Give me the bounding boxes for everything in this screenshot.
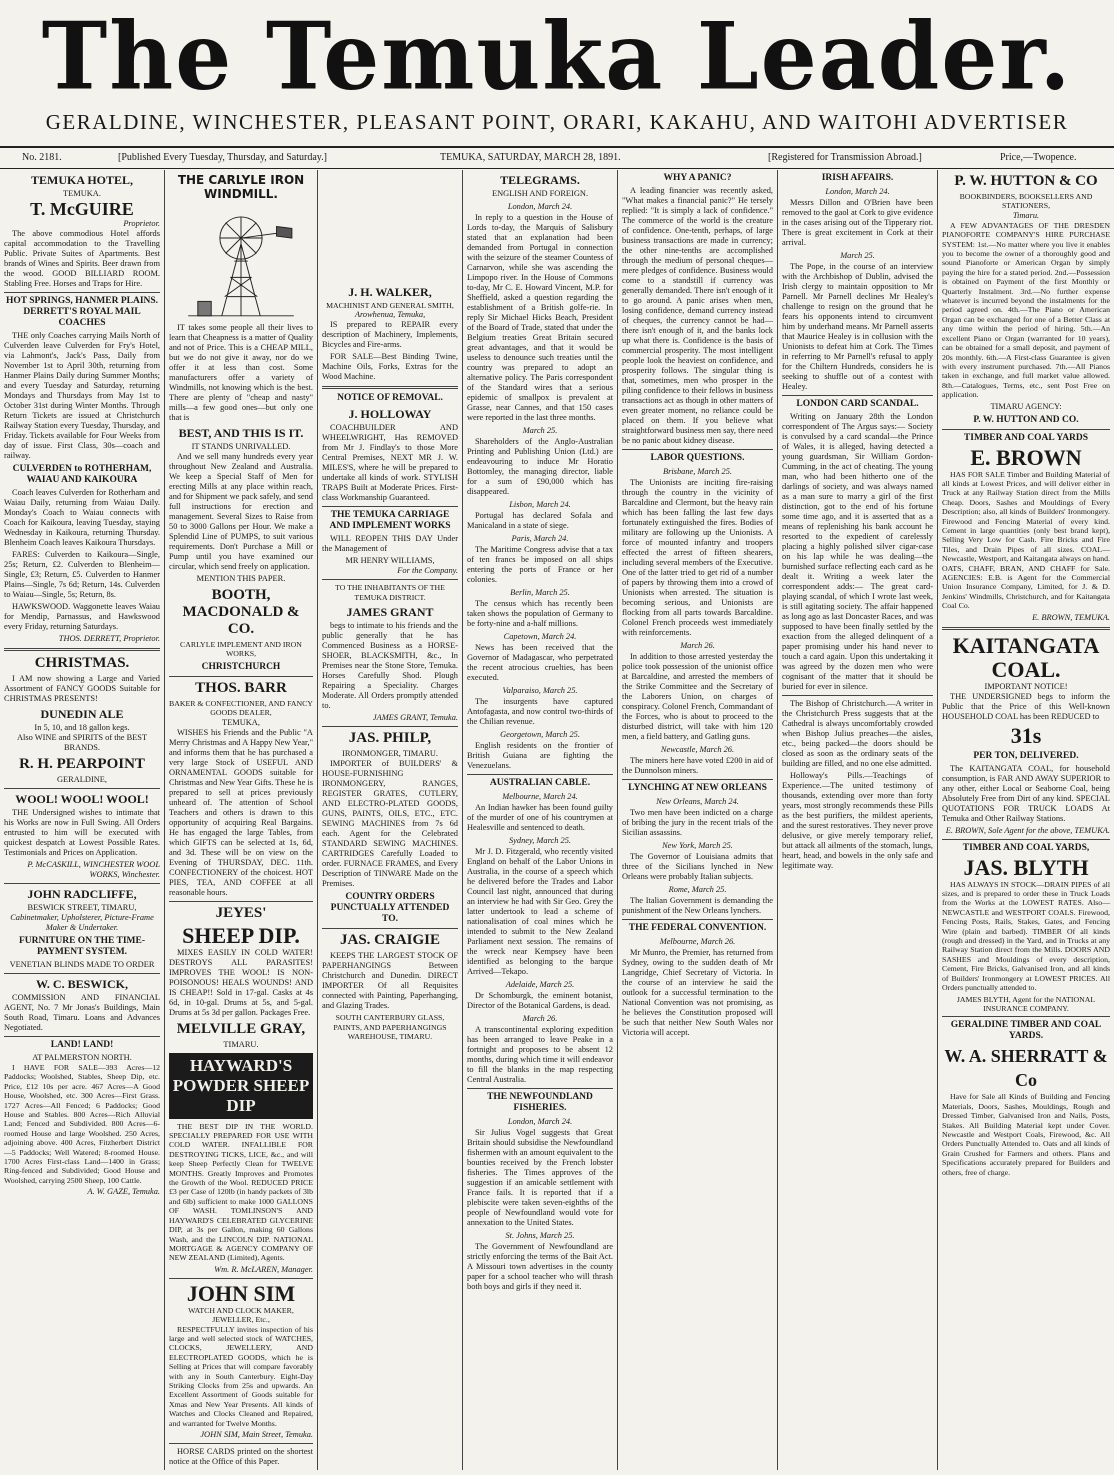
telegram-text: Shareholders of the Anglo-Australian Printing and Publishing Union (Ltd.) are endeavouring to induce Mr Horatio Bottomley, the managing director, liable for a sum of £90,000 which has disappeared. (467, 437, 613, 496)
carriage-manager: MR HENRY WILLIAMS, (345, 556, 435, 566)
kaitangata-body: THE UNDERSIGNED begs to inform the Public that the Price of this Well-known HOUSEHOLD COAL has been REDUCED to (942, 691, 1110, 721)
country-orders: COUNTRY ORDERS PUNCTUALLY ATTENDED TO. (330, 892, 450, 925)
dateline (0, 146, 1114, 169)
walker-body: IS prepared to REPAIR every description of Machinery, Implements, Bicycles and Fire-arms. (322, 320, 458, 350)
sim-subtitle: WATCH AND CLOCK MAKER, JEWELLER, Etc., (188, 1305, 294, 1325)
grant-intro: TO THE INHABITANTS OF THE TEMUKA DISTRICT. (335, 583, 445, 602)
cable-place: Sydney, March 25. (508, 836, 572, 845)
lynching-text: The Italian Government is demanding the punishment of the New Orleans lynchers. (622, 896, 773, 915)
holloway-body: COACHBUILDER AND WHEELWRIGHT, Has REMOVED from Mr J. Findlay's to those More Central Premises, NEXT MR J. W. MILES'S, where he will be prepared to undertake all kinds of work. STYLISH TRAPS Built at Moderate Prices. First-class Workmanship Guaranteed. (322, 423, 458, 503)
scandal-title: LONDON CARD SCANDAL. (796, 399, 919, 409)
melville-location: TIMARU. (223, 1039, 259, 1049)
column-4 (462, 170, 617, 1470)
labor-place: Newcastle, March 26. (660, 745, 735, 754)
column-3 (317, 170, 462, 1470)
beswick-body: COMMISSION AND FINANCIAL AGENT, No. 7 Mr Jonas's Buildings, Main South Road, Timaru. Loans and Advances Negotiated. (4, 993, 160, 1032)
barr-name: THOS. BARR (195, 679, 287, 696)
walker-sale: FOR SALE—Best Binding Twine, Machine Oils, Forks, Extras for the Wood Machine. (322, 352, 458, 382)
irish-text: Messrs Dillon and O'Brien have been removed to the gaol at Cork to give evidence in the cases arising out of the Tipperary riot. There is great excitement in Cork at their arrival. (782, 198, 933, 247)
brown-signature: E. BROWN, TEMUKA. (1032, 612, 1110, 622)
telegrams-title: TELEGRAMS. (500, 173, 580, 187)
labor-text: The Unionists are inciting fire-raising through the country in the vicinity of Barcaldine and Clermont, but the heavy rain which has been falling the last few days fortunately extinguished the fires. Bodies of military are following up the Unionists. A force of mounted infantry and troopers effected the arrest of fifteen shearers, including several members of the Executive. One of the latter tried to get rid of a number of papers by throwing them into a crowd of Unionists when arrested. The situation is becoming serious, and Unionists are flocking from all parts towards Barcaldine. Colonel French proceeds west immediately with reinforcements. (622, 478, 773, 637)
telegram-place: March 25. (522, 426, 558, 435)
hutton-agency: TIMARU AGENCY: (990, 401, 1062, 411)
telegram-text: The Maritime Congress advise that a tax of ten francs be imposed on all ships entering the ports of France or her colonies. (467, 545, 613, 584)
cable-text: Dr Schomburgk, the eminent botanist, Director of the Botanical Gardens, is dead. (467, 991, 613, 1010)
lynching-text: Two men have been indicted on a charge of bribing the jury in the recent trials of the Sicilian assassins. (622, 808, 773, 837)
pearpoint-name: R. H. PEARPOINT (19, 756, 145, 772)
carriage-title: THE TEMUKA CARRIAGE AND IMPLEMENT WORKS (329, 510, 451, 532)
sim-signature: JOHN SIM, Main Street, Temuka. (200, 1430, 313, 1439)
philp-body: IMPORTER of BUILDERS' & HOUSE-FURNISHING IRONMONGERY, RANGES, REGISTER GRATES, CUTLERY, AND ELECTRO-PLATED GOODS, GUNS, PAINTS, OILS, ETC., ETC. SEWING MACHINES from 7s 6d each. Agent for the Celebrated STANDARD SEWING MACHINES. CARTRIDGES Carefully Loaded to order. FURNACE FRAMES, and Every Description of TINWARE Made on the Premises. (322, 759, 458, 889)
kaitangata-price: 31s (1010, 722, 1042, 748)
jeyes-subtitle: SHEEP DIP. (182, 922, 300, 948)
jeyes-body: MIXES EASILY IN COLD WATER! DESTROYS ALL PARASITES! IMPROVES THE WOOL! IS NON-POISONOUS! HEALS WOUNDS! AND IS CHEAP!! Sold in 17-gal. Casks at 4s 6d, in 10-gal. Drums at 5s, and 5-gal. Drums at 5s 3d per gallon. Packages Free. (169, 947, 313, 1017)
sherratt-name: W. A. SHERRATT & Co (944, 1046, 1108, 1091)
wool-body: THE Undersigned wishes to intimate that his Works are now in Full Swing. All Orders entrusted to him will be executed with quickest despatch at Lowest Possible Rates. Testimonials and Prices on Application. (4, 808, 160, 857)
newspaper-title: The Temuka Leader. (41, 1, 1073, 111)
blyth-body: HAS ALWAYS IN STOCK—DRAIN PIPES of all sizes, and is prepared to order these in Truck Loads from the Works at the LOWEST RATES. Also—NEWCASTLE and WESTPORT COALS. Firewood, Fencing Posts, Rails, Stakes, Gates, and Fencing Wire (plain and barbed). TIMBER Of all kinds (rough and dressed) in the Yard, and in Trucks at any Railway Station direct from the Mills. DOORS AND SASHES and Mouldings of every description, Cement, Fire Bricks, Galvanised Iron, and all kinds of Builders' Ironmongery at LOWEST PRICES. All Orders punctually attended to. (942, 879, 1110, 993)
kaitangata-notice: IMPORTANT NOTICE! (984, 681, 1068, 691)
labor-place: March 26. (680, 641, 715, 650)
blinds-notice: VENETIAN BLINDS MADE TO ORDER (9, 960, 155, 969)
lynching-text: The Governor of Louisiana admits that three of the Sicilians lynched in New Orleans were probably Italian subjects. (622, 852, 773, 881)
philp-subtitle: IRONMONGER, TIMARU. (342, 749, 438, 759)
blyth-title: TIMBER AND COAL YARDS, (962, 842, 1090, 853)
grant-body: begs to intimate to his friends and the public generally that he has Commenced Business as a HORSE-SHOER, BLACKSMITH, &c., In Premises near the Stone Store, Temuka. Horses Carefully Shod. Plough Repairing a Speciality. Charges Moderate. All Orders promptly attended to. (322, 621, 458, 711)
barr-location: TEMUKA, (222, 717, 260, 727)
federal-title: THE FEDERAL CONVENTION. (628, 923, 767, 933)
land-title: LAND! LAND! (50, 1040, 114, 1050)
craigie-name: JAS. CRAIGIE (339, 932, 441, 949)
wool-title: WOOL! WOOL! WOOL! (15, 792, 149, 806)
pearpoint-location: GERALDINE, (56, 775, 107, 784)
derrett-signature: THOS. DERRETT, Proprietor. (58, 634, 160, 643)
carriage-body: WILL REOPEN THIS DAY Under the Management of (322, 534, 458, 554)
kaitangata-body-2: The KAITANGATA COAL, for household consumption, is FAR AND AWAY SUPERIOR to any other, either Local or Seaborne Coal, being Absolutely Free from Dirt of any kind. SPECIAL QUOTATIONS FOR TRUCK LOADS At Temuka and Other Railway Stations. (942, 763, 1110, 823)
hutton-location: Timaru. (1012, 210, 1040, 220)
telegram-text: The insurgents have captured Antofagasta, and now control two-thirds of the Chilian revenue. (467, 697, 613, 726)
brown-name: E. BROWN (970, 444, 1082, 470)
telegram-text: News has been received that the Governor of Madagascar, who perpetrated the recent atrocious cruelties, has been executed. (467, 643, 613, 682)
scandal-body: Writing on January 28th the London correspondent of The Argus says:— Society is convulsed by a card scandal—the Prince of Wales, it is alleged, having detected a young guardsman, Sir William Gordon-Cumming, in the act of cheating. The young man, who had been hitherto one of the darlings of society, and was always named as a man sure to marry a girl of the first distinction, got to the end of his fortune some time ago, and it is asserted that as a means of replenishing his bank account he resorted to the expedient of carelessly placing a highly polished silver cigar-case on his lap while he was dealing—the burnished surface reflecting each card as he dealt it. Writing a week later the correspondent adds:— The great card-playing scandal, of which I wrote last week, is still agitating society. The affair happened as long ago as last Doncaster Races, and was supposed to have been finally settled by the exaction from the alleged delinquent of a paper promising under his hand never to touch a card again. Upon this undertaking it was agreed by the dozen men who were cognisant of the matter that it should be buried for ever in silence. (782, 412, 933, 691)
telegram-place: Capetown, March 24. (503, 632, 577, 641)
column-7 (937, 170, 1114, 1470)
lynching-title: LYNCHING AT NEW ORLEANS (628, 783, 767, 793)
federal-text: Mr Munro, the Premier, has returned from Sydney, owing to the sudden death of Mr Langridge, Chief Secretary of Victoria. In the course of an interview he said the outlook for a successful termination to the National Convention was not promising, as he believes the Constitution proposed will be such that neither New South Wales nor Victoria will accept. (622, 948, 773, 1037)
hayward-body: THE BEST DIP IN THE WORLD. SPECIALLY PREPARED FOR USE WITH COLD WATER. INFALLIBLE FOR DESTROYING TICKS, LICE, &c., and will keep Sheep Perfectly Clean for TWELVE MONTHS. Greatly Improves and Promotes the Growth of the Wool. REDUCED PRICE £3 per Case of 120lb (in handy packets of 3lb and 6lb) sufficient to make 1000 GALLONS OF WASH. TOMLINSON'S AND HAYWARD'S CELEBRATED GLYCERINE DIP, at 3s per Gallon, making 60 Gallons Wash, and the LINCOLN DIP. NATIONAL MORTGAGE & AGENCY COMPANY OF NEW ZEALAND (Limited), Agents. (169, 1121, 313, 1263)
irish-place: London, March 24. (825, 187, 890, 196)
panic-title: WHY A PANIC? (663, 173, 732, 183)
hayward-banner: HAYWARD'S POWDER SHEEP DIP (169, 1053, 313, 1119)
column-1 (0, 170, 164, 1470)
mention-paper: MENTION THIS PAPER. (196, 574, 286, 583)
hotel-location: TEMUKA. (63, 189, 101, 198)
fisheries-place: St. Johns, March 25. (505, 1231, 575, 1240)
melville-gray: MELVILLE GRAY, (176, 1020, 306, 1037)
dunedin-ale: DUNEDIN ALE (40, 707, 124, 721)
cable-text: A transcontinental exploring expedition has been arranged to leave Peake in a fortnight and proposes to be absent 12 months, during which time it will endeavor to fill the blanks in the map respecting Central Australia. (467, 1025, 613, 1084)
removal-title: NOTICE OF REMOVAL. (337, 393, 443, 404)
walker-location: Arowhenua, Temuka, (354, 310, 426, 320)
booth-name: BOOTH, MACDONALD & CO. (182, 587, 300, 637)
radcliffe-trades: Cabinetmaker, Upholsterer, Picture-Frame Maker & Undertaker. (10, 913, 154, 932)
philp-name: JAS. PHILP, (348, 730, 432, 747)
sim-body: RESPECTFULLY invites inspection of his large and well selected stock of WATCHES, CLOCKS, JEWELLERY, AND ELECTROPLATED GOODS, which he is Selling at Prices that will compare favorably with any in South Canterbury. Eight-Day Striking Clocks from 25s and upwards. An Excellent Assortment of Goods suitable for Xmas and New Year Presents. All kinds of Watches and Clocks Cleaned and Repaired, and warranted for Twelve Months. (169, 1324, 313, 1428)
kaitangata-signature: E. BROWN, Sole Agent for the above, TEMUKA. (945, 825, 1110, 835)
hotel-body: The above commodious Hotel affords capital accommodation to the Travelling Public. Private Suites of Apartments. Best brands of Wines and Spirits. Beer drawn from the wood. GOOD BILLIARD ROOM. Stabling Free. Horses and Traps for Hire. (4, 229, 160, 288)
brown-body: HAS FOR SALE Timber and Building Material of all kinds at Lowest Prices, and will deliver either in Truck at any Railway Station direct from the Mills Cheap. Doors, Sashes and Mouldings of Every Description; also, all kinds of Builders' Ironmongery. Firewood and Fencing Material of every kind. Cement in large quantities (only best brand kept), Selling Very Low for Cash. Fire Bricks and Fire Tiles, and Drain Pipes of all sizes. COAL—Newcastle, Westport, and Kaitangata always on hand. OATS, CHAFF, BRAN, AND CHAFF for Sale. AGENCIES: E.B. is Agent for the Commercial Union Insurance Company, Limited, for J. & D. Jenkins' Windmills, Christchurch, and for Kaitangata Coal Co. (942, 469, 1110, 611)
lynching-place: New Orleans, March 24. (656, 797, 739, 806)
telegram-place: London, March 24. (507, 202, 573, 211)
windmill-body: IT takes some people all their lives to learn that Cheapness is a matter of Quality and not of Price. This is a CHEAP MILL, but we do not give it away, nor do we offer it at less than cost. Some manufacturers offer a variety of Windmills, not knowing which is the best. There are plenty of "cheap and nasty" mills—a few good ones—but only one that is (169, 323, 313, 422)
lynching-place: New York, March 25. (662, 841, 733, 850)
walker-subtitle: MACHINIST AND GENERAL SMITH, (326, 301, 454, 310)
column-2 (164, 170, 317, 1470)
masthead (0, 0, 1114, 150)
cable-text: An Indian hawker has been found guilty of the murder of one of his countrymen at Healesville and sentenced to death. (467, 803, 613, 832)
blyth-signature: JAMES BLYTH, Agent for the NATIONAL INSURANCE COMPANY. (956, 994, 1096, 1013)
fares: FARES: Culverden to Kaikoura—Single, 25s; Return, £2. Culverden to Blenheim—Single, £3; Return, £5. Culverden to Hanmer Plains—Single, 7s 6d; Return, 14s. Culverden to Waiau—Single, 5s; Return, 8s. (4, 550, 160, 599)
sherratt-title: GERALDINE TIMBER AND COAL YARDS. (950, 1020, 1102, 1042)
windmill-title: THE CARLYLE IRON WINDMILL. (177, 173, 305, 201)
newspaper-subtitle: GERALDINE, WINCHESTER, PLEASANT POINT, ORARI, KAKAHU, AND WAITOHI ADVERTISER (45, 110, 1069, 134)
springs-title: HOT SPRINGS, HANMER PLAINS. DERRETT'S ROYAL MAIL COACHES (5, 296, 159, 328)
hayward-signature: Wm. R. McLAREN, Manager. (214, 1264, 313, 1274)
telegram-place: Paris, March 24. (511, 534, 569, 543)
radcliffe-name: JOHN RADCLIFFE, (27, 887, 137, 901)
culverden-body: Coach leaves Culverden for Rotherham and Waiau Daily, returning from Waiau Daily. Monday's Coach to Waiau connects with Coach for Kaikoura, leaving Tuesday, staying Wednesday in Kaikoura, returning Thursday. Blenheim Coach leaves Kaikoura Thursdays. (4, 488, 160, 547)
telegram-place: Lisbon, March 24. (509, 500, 571, 509)
cable-title: AUSTRALIAN CABLE. (489, 778, 591, 788)
fisheries-text: Sir Julius Vogel suggests that Great Britain should subsidise the Newfoundland fishermen with an amount equivalent to the bounties received by the French lobster fisheries. The Times approves of the suggestion if an amicable settlement with France fails. It is reported that if a plebiscite were taken seven-eighths of the people of Newfoundland would vote for annexation to the United States. (467, 1128, 613, 1227)
walker-name: J. H. WALKER, (348, 285, 432, 299)
radcliffe-location: BESWICK STREET, TIMARU, (27, 903, 137, 912)
column-5 (617, 170, 777, 1470)
land-signature: A. W. GAZE, Temuka. (87, 1187, 160, 1197)
issue-number: No. 2181. (22, 152, 62, 163)
labor-place: Brisbane, March 25. (662, 467, 732, 476)
issue-date: TEMUKA, SATURDAY, MARCH 28, 1891. (440, 152, 621, 163)
cable-place: March 26. (522, 1014, 558, 1023)
barr-subtitle: BAKER & CONFECTIONER, AND FANCY GOODS DEALER, (169, 698, 313, 718)
bishop-note: The Bishop of Christchurch.—A writer in the Christchurch Press suggests that at the Cathedral is always uncomfortably crowded when Bishop Julius preaches—the aisles, etc., being packed—the doors should be closed as soon as the ordinary seats of the building are filled, and no one else admitted. (782, 699, 933, 768)
telegram-place: Valparaiso, March 25. (502, 686, 578, 695)
hutton-subtitle: BOOKBINDERS, BOOKSELLERS AND STATIONERS, (959, 192, 1093, 211)
registration-note: [Registered for Transmission Abroad.] (768, 152, 922, 163)
cable-place: Melbourne, March 24. (502, 792, 578, 801)
kaitangata-title: KAITANGATA COAL. (952, 632, 1100, 682)
columns (0, 170, 1114, 1470)
publication-schedule: [Published Every Tuesday, Thursday, and Saturday.] (118, 152, 327, 163)
panic-body: A leading financier was recently asked, "What makes a financial panic?" He tersely replied: "It is simply a lack of confidence." The commerce of the world is the creature of confidence. One-tenth, perhaps, of large business transactions are made in currency; the other nine-tenths are accomplished through the medium of personal cheques—mere pledges of confidence. Business would come to a standstill if currency was generally demanded. There isn't enough of it to go around. A panic arises when men, losing confidence, demand currency instead of cheques, the currency cannot be had—there isn't enough of it, and the banks lock up what there is. Confidence is the basis of commercial prosperity. The most intelligent people look the heaviest on confidence, and prosperity follows. The singular thing is that, sometimes, men who prosper in the piling confidence to their fellows in business transactions act as though in other matters of even greater moment, no reliance could be placed on them. If you believe what straightforward business men say, there need be no panic about kidney disease. (622, 186, 773, 445)
price: Price,—Twopence. (1000, 152, 1077, 163)
land-body: I HAVE FOR SALE—393 Acres—12 Paddocks; Woolshed, Stables, Sheep Dip, etc. Price, £12 10s per acre. 467 Acres—A Good House, Woolshed, etc. 300 Acres—First Grass. 1727 Acres—All Fenced; 6 Paddocks; Good House and Stables. 800 Acres—Rich Alluvial Land; Fenced and Subdivided. 800 Acres—6-roomed House and large Woolshed. 250 Acres, adjoining above. 400 Acres, Fitzherbert District—5 Paddocks; Well Watered; 8-roomed House. 1700 Acres First-class Land—1400 in Grass; Ring-fenced and Subdivided; Good House and Woolshed, carrying 2500 Sheep, 100 Cattle. (4, 1063, 160, 1185)
windmill-body-2: And we sell many hundreds every year throughout New Zealand and Australia. We keep a Special Staff of Men for erecting Mills at any place within reach, and for Shipment we pack safely, and send full instructions for erection and management. Several Sizes to Raise from 50 to 3000 Gallons per Hour. We make a Splendid Line of PUMPS, to suit various requirements. Don't Purchase a Mill or Pump until you have examined our circular, which send freely on application. (169, 452, 313, 571)
grant-signature: JAMES GRANT, Temuka. (372, 713, 458, 723)
column-6 (777, 170, 937, 1470)
irish-place: March 25. (840, 251, 875, 260)
labor-text: The miners here have voted £200 in aid of the Dunnolson miners. (622, 756, 773, 775)
cable-place: Adelaide, March 25. (505, 980, 575, 989)
fisheries-title: THE NEWFOUNDLAND FISHERIES. (487, 1092, 593, 1113)
hutton-body: A FEW ADVANTAGES OF THE DRESDEN PIANOFORTE COMPANY'S HIRE PURCHASE SYSTEM: 1st.—No matter where you live it enables you to become the owner of a thoroughly good and sound Pianoforte or American Organ by simply paying the hire for a stated period. 2nd.—Possession is obtained on Payment of the first Monthly or Quarterly Instalment. 3rd.—No further expense whatever is incurred beyond the instalments for the period agreed on. 4th.—The Piano or American Organ can be exchanged for one of a Better Class at any time within the period of hiring. 5th.—An excellent Piano or Organ (warranted for 10 years), can be obtained for a small deposit, and payment of 20s monthly. 6th.—A First-class Guarantee is given with every instrument purchased. 7th.—All Pianos taken in exchange, and full market value allowed. 8th.—Catalogues, Terms, etc., sent Post Free on application. (942, 220, 1110, 400)
hawkswood: HAWKSWOOD. Waggonette leaves Waiau for Mendip, Parnassus, and Hawkswood every Friday, returning Saturdays. (4, 602, 160, 631)
hutton-name: P. W. HUTTON & CO (954, 173, 1098, 189)
holloway-name: J. HOLLOWAY (348, 407, 432, 422)
cable-text: Mr J. D. Fitzgerald, who recently visited England on behalf of the Labor Unions in Australia, in the course of a speech which he delivered before the Trades and Labor Council last night, announced that during an interview he had with Sir Geo. Grey the latter undertook to lead a scheme of nationalisation of coal mines which he intended to submit to the New Zealand Parliament next session. The remains of the wreck near Kempsey have been identified as belonging to the barque Arrived—Tekapo. (467, 847, 613, 976)
wines-spirits: Also WINE and SPIRITS of the BEST BRANDS. (16, 733, 148, 752)
irish-text: The Pope, in the course of an interview with the Archbishop of Dublin, advised the Irish clergy to maintain opposition to Mr Parnell. Mr Parnell declines Mr Healey's challenge to resign on the ground that he fears his opponents intend to circumvent him by underhand means. Mr Parnell asserts that Maurice Healey is in collusion with the Unionists to defeat him at Cork. The Times in referring to Mr Parnell's refusal to apply for the Chiltern Hundreds, considers he is seeking to shuffle out of a contest with Healey. (782, 262, 933, 391)
telegram-text: Portugal has declared Sofala and Manicaland in a state of siege. (467, 511, 613, 530)
hotel-owner: T. McGUIRE (30, 199, 134, 219)
christmas-title: CHRISTMAS. (34, 655, 130, 671)
lynching-place: Rome, March 25. (668, 885, 727, 894)
windmill-illustration (169, 203, 313, 323)
furniture-notice: FURNITURE ON THE TIME-PAYMENT SYSTEM. (18, 936, 146, 957)
barr-body: WISHES his Friends and the Public "A Merry Christmas and A Happy New Year," and informs them that he has purchased a very large Stock of USEFUL AND ORNAMENTAL GOODS suitable for Christmas and New Year Gifts. These he is prepared to sell at prices previously unheard of. The attention of School Teachers and others is drawn to this opportunity of acquiring Real Bargains. He has engaged the large Tables, from which GIFTS can be selected at 1s, 6d, and 3d. These will be on view on the Evening of THURSDAY, DEC. 11th. CONFECTIONERY of the choicest. HOT PIES, TEA, AND COFFEE at all reasonable hours. (169, 727, 313, 897)
hotel-title: TEMUKA HOTEL, (30, 173, 134, 187)
blyth-name: JAS. BLYTH (963, 854, 1089, 880)
fisheries-place: London, March 24. (507, 1117, 573, 1126)
fisheries-text: The Government of Newfoundland are strictly enforcing the terms of the Bait Act. A Missouri town advertises in the county paper for a school teacher who will thrash both boys and girls if they need it. (467, 1242, 613, 1291)
telegram-list (467, 202, 613, 771)
jeyes-title: JEYES' (215, 904, 267, 921)
sherratt-body: Have for Sale all Kinds of Building and Fencing Materials, Doors, Sashes, Mouldings, Rough and Dressed Timber, Galvanised Iron and Nails, Posts, Stakes. All Building Material kept under Cover. Newcastle and Westport Coals, Firewood, &c. All Orders Punctually Attended to. Oats and all kinds of Grain Crushed for Farmers and others. Plans and Specifications accurately prepared for Builders and others, free of charge. (942, 1092, 1110, 1177)
horse-cards-notice: HORSE CARDS printed on the shortest notice at the Office of this Paper. (169, 1447, 313, 1466)
beswick-name: W. C. BESWICK, (36, 977, 128, 991)
telegram-text: English residents on the frontier of British Guiana are fighting the Venezuelans. (467, 741, 613, 770)
culverden-title: CULVERDEN to ROTHERHAM, WAIAU AND KAIKOURA (12, 464, 152, 485)
labor-title: LABOR QUESTIONS. (650, 453, 745, 463)
labor-text: In addition to those arrested yesterday the police took possession of the unionist office at Barcaldine, and arrested the members of the Strike Committee and the Secretary of the Laborers Union, on charges of conspiracy. Colonel French, Commandant of the Forces, who is about to proceed to the disturbed district, will take with him 120 men, a field battery, and Gatling guns. (622, 652, 773, 741)
telegram-text: The census which has recently been taken shows the population of Germany to be forty-nine and a-half millions. (467, 599, 613, 628)
windmill-slogan-2: IT STANDS UNRIVALLED. (191, 442, 291, 451)
craigie-signature: SOUTH CANTERBURY GLASS, PAINTS, AND PAPERHANGINGS WAREHOUSE, TIMARU. (333, 1013, 447, 1042)
land-subtitle: AT PALMERSTON NORTH. (32, 1053, 132, 1062)
booth-location: CHRISTCHURCH (201, 661, 281, 672)
windmill-slogan: BEST, AND THIS IS IT. (178, 426, 304, 440)
christmas-body: I AM now showing a Large and Varied Assortment of FANCY GOODS Suitable for CHRISTMAS PRESENTS! (4, 674, 160, 703)
carriage-for: For the Company. (397, 566, 458, 576)
booth-subtitle: CARLYLE IMPLEMENT AND IRON WORKS, (180, 640, 302, 659)
hutton-signature: P. W. HUTTON AND CO. (973, 414, 1079, 425)
hotel-owner-role: Proprietor. (123, 219, 160, 228)
telegram-text: In reply to a question in the House of Lords to-day, the Marquis of Salisbury stated that an explanation had been demanded from Portugal in connection with the seizure of the steamer Countess of Carnarvon, while she was ascending the Limpopo river. In the House of Commons to-day, Mr C. E. Howard Vincent, M.P. for Sheffield, asked a question regarding the establishment of a British golfe-rie. In reply Sir Michael Hicks Beach, President of the Board of Trade, stated that under the Belgium treaties Great Britain secured great advantages, and that it would be useless to denounce such treaties until the country was prepared to adopt an alternative policy. The Paris correspondent of the Standard wires that a serious epidemic of smallpox is prevalent at Grasse, near Cannes, and that 150 cases were reported in the last three months. (467, 213, 613, 422)
craigie-body: KEEPS THE LARGEST STOCK OF PAPERHANGINGS Between Christchurch and Dunedin. DIRECT IMPORTER Of all Requisites connected with Painting, Paperhanging, and Glazing Trades. (322, 951, 458, 1011)
telegrams-subtitle: ENGLISH AND FOREIGN. (491, 189, 589, 198)
kaitangata-per: PER TON, DELIVERED. (973, 750, 1079, 761)
sim-name: JOHN SIM (186, 1280, 296, 1306)
grant-name: JAMES GRANT (346, 605, 434, 620)
brown-title: TIMBER AND COAL YARDS (963, 432, 1089, 443)
springs-body: THE only Coaches carrying Mails North of Culverden leave Culverden for Fry's Hotel, via Lahmont's, Jack's Pass, Daily from November 1st to April 30th, returning from Hanmer Plains Daily during Summer Months; and every Tuesday and Saturday, returning Mondays and Thursdays from May 1st to October 31st during Winter Months. Through Return Tickets are issued at Christchurch Railway Station every Tuesday, Thursday, and Friday. Tickets available for Four Weeks from day of issue. First Class, 30s—coach and railway. (4, 331, 160, 460)
holloway-pills: Holloway's Pills.—Teachings of Experience.—The united testimony of thousands, extending over more than forty years, most strongly recommends these Pills as the best purifiers, the mildest aperients, and the surest restoratives. They never prove delusive, or give merely temporary relief, but attack all ailments of the stomach, lungs, heart, head, and bowels in the only safe and legitimate way. (782, 771, 933, 870)
wool-signature: P. McCASKILL, WINCHESTER WOOL WORKS, Winchester. (27, 860, 160, 879)
ale-sizes: In 5, 10, and 18 gallon kegs. (34, 723, 130, 732)
telegram-place: Georgetown, March 25. (500, 730, 580, 739)
telegram-place: Berlin, March 25. (510, 588, 570, 597)
irish-title: IRISH AFFAIRS. (821, 173, 894, 183)
federal-place: Melbourne, March 26. (659, 937, 736, 946)
